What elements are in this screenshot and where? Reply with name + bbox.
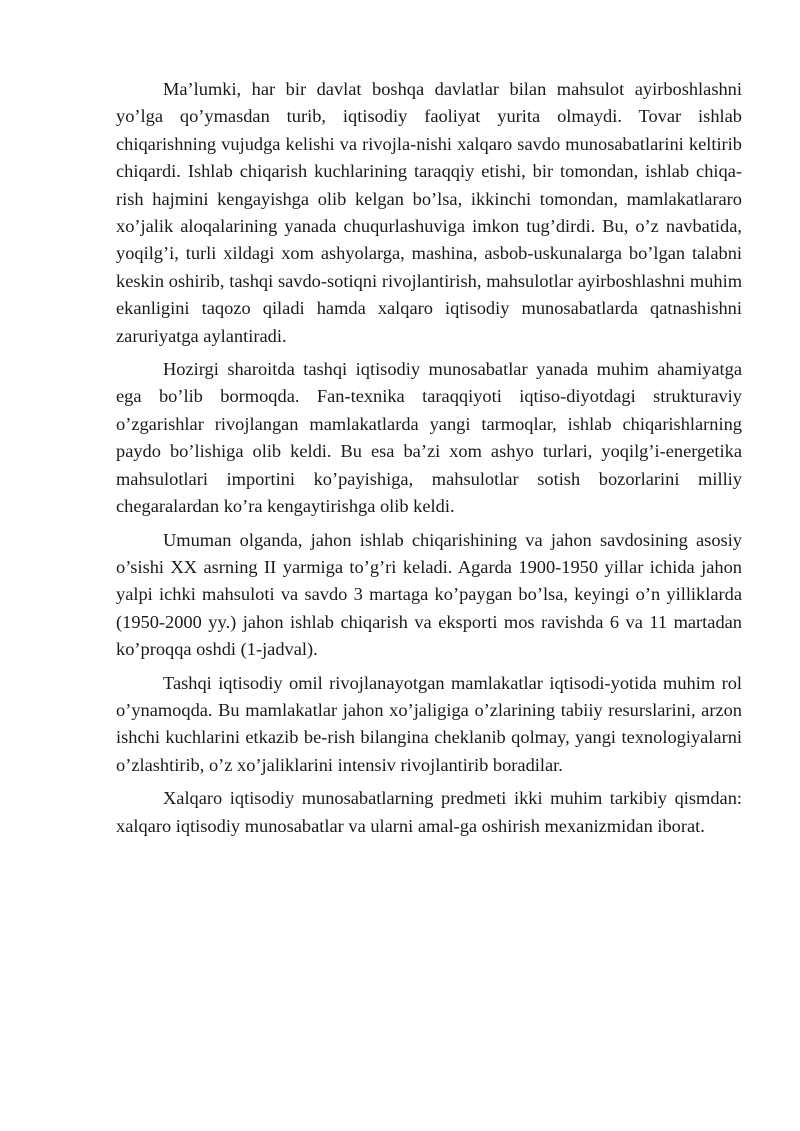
document-body <box>116 76 742 846</box>
paragraph: Tashqi iqtisodiy omil rivojlanayotgan mamlakatlar iqtisodi-yotida muhim rol o’ynamoqda. Bu mamlakatlar jahon xo’jaligiga o’zlarining tabiiy resurslarini, arzon ishchi kuchlarini etkazib be-rish bilangina cheklanib qolmay, yangi texnologiyalarni o’zlashtirib, o’z xo’jaliklarini intensiv rivojlantirib boradilar. <box>116 672 742 775</box>
paragraph: Ma’lumki, har bir davlat boshqa davlatlar bilan mahsulot ayirboshlashni yo’lga qo’ymasdan turib, iqtisodiy faoliyat yurita olmaydi. Tovar ishlab chiqarishning vujudga kelishi va rivojla-nishi xalqaro savdo munosabatlarini keltirib chiqardi. Ishlab chiqarish kuchlarining taraqqiy etishi, bir tomondan, ishlab chiqa-rish hajmini kengayishga olib kelgan bo’lsa, ikkinchi tomondan, mamlakatlararo xo’jalik aloqalarining yanada chuqurlashuviga imkon tug’dirdi. Bu, o’z navbatida, yoqilg’i, turli xildagi xom ashyolarga, mashina, asbob-uskunalarga bo’lgan talabni keskin oshirib, tashqi savdo-sotiqni rivojlantirish, mahsulotlar ayirboshlashni muhim ekanligini taqozo qiladi hamda xalqaro iqtisodiy munosabatlarda qatnashishni zaruriyatga aylantiradi. <box>116 79 742 346</box>
paragraph: Xalqaro iqtisodiy munosabatlarning predmeti ikki muhim tarkibiy qismdan: xalqaro iqtisodiy munosabatlar va ularni amal-ga oshirish mexanizmidan iborat. <box>116 788 742 836</box>
paragraph: Umuman olganda, jahon ishlab chiqarishining va jahon savdosining asosiy o’sishi XX asrning II yarmiga to’g’ri keladi. Agarda 1900-1950 yillar ichida jahon yalpi ichki mahsuloti va savdo 3 martaga ko’paygan bo’lsa, keyingi o’n yilliklarda (1950-2000 yy.) jahon ishlab chiqarish va eksporti mos ravishda 6 va 11 martadan ko’proqqa oshdi (1-jadval). <box>116 529 742 660</box>
paragraph: Hozirgi sharoitda tashqi iqtisodiy munosabatlar yanada muhim ahamiyatga ega bo’lib bormoqda. Fan-texnika taraqqiyoti iqtiso-diyotdagi strukturaviy o’zgarishlar rivojlangan mamlakatlarda yangi tarmoqlar, ishlab chiqarishlarning paydo bo’lishiga olib keldi. Bu esa ba’zi xom ashyo turlari, yoqilg’i-energetika mahsulotlari importini ko’payishiga, mahsulotlar sotish bozorlarini milliy chegaralardan ko’ra kengaytirishga olib keldi. <box>116 359 742 517</box>
